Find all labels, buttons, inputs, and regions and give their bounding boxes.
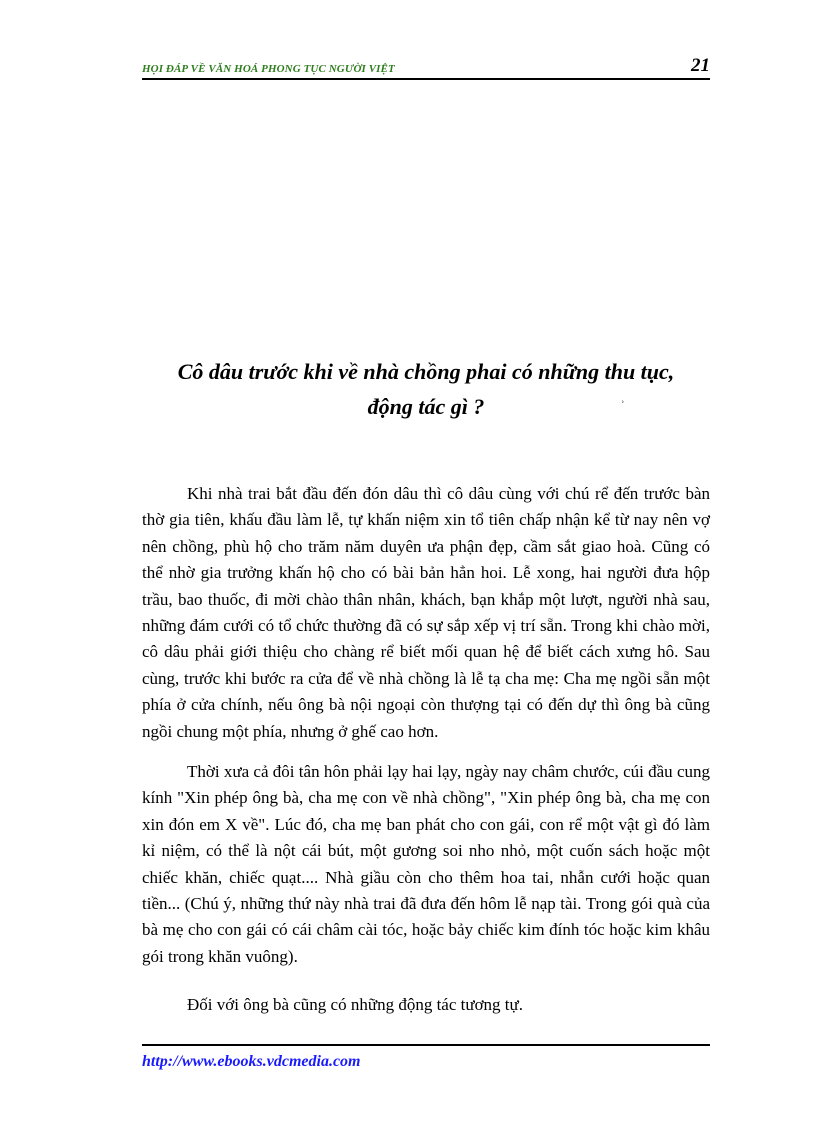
article-title-line-2: động tác gì ? (367, 394, 485, 419)
page-number: 21 (691, 55, 710, 76)
page-header (142, 52, 710, 80)
body-paragraph-2: Thời xưa cả đôi tân hôn phải lạy hai lạy, ngày nay châm chước, cúi đầu cung kính "Xin phép ông bà, cha mẹ con về nhà chồng", "Xin phép ông bà, cha mẹ con xin đón em X về". Lúc đó, cha mẹ ban phát cho con gái, con rể một vật gì đó làm kỉ niệm, có thể là nột cái bút, một gương soi nho nhỏ, một cuốn sách hoặc một chiếc khăn, chiếc quạt.... Nhà giầu còn cho thêm hoa tai, nhẫn cưới hoặc quan tiền... (Chú ý, những thứ này nhà trai đã đưa đến hôm lễ nạp tài. Trong gói quà của bà mẹ cho con gái có cái châm cài tóc, hoặc bảy chiếc kim đính tóc hoặc kim khâu gói trong khăn vuông). (142, 762, 710, 966)
article-title-line-1: Cô dâu trước khi về nhà chồng phai có những thu tục, (177, 359, 675, 384)
running-header-title: HỌI ĐÁP VỀ VĂN HOÁ PHONG TỤC NGƯỜI VIỆT (142, 63, 395, 75)
body-paragraph-1: Khi nhà trai bắt đầu đến đón dâu thì cô dâu cùng với chú rể đến trước bàn thờ gia tiên, khấu đầu làm lễ, tự khấn niệm xin tổ tiên chấp nhận kể từ nay nên vợ nên chồng, phù hộ cho trăm năm duyên ưa phận đẹp, cầm sắt giao hoà. Cũng có thể nhờ gia trưởng khấn hộ cho có bài bản hẳn hoi. Lễ xong, hai người đưa hộp trầu, bao thuốc, đi mời chào thân nhân, khách, bạn khắp một lượt, người nhà sau, những đám cưới có tổ chức thường đã có sự sắp xếp vị trí sẵn. Trong khi chào mời, cô dâu phải giới thiệu cho chàng rể biết mối quan hệ để biết cách xưng hô. Sau cùng, trước khi bước ra cửa để về nhà chồng là lễ tạ cha mẹ: Cha mẹ ngồi sẵn một phía ở cửa chính, nếu ông bà nội ngoại còn thượng tại có đến dự thì ông bà cũng ngồi chung một phía, nhưng ở ghế cao hơn. (142, 484, 710, 741)
footer-website-link[interactable]: http://www.ebooks.vdcmedia.com (142, 1053, 361, 1070)
footer-divider (142, 1044, 710, 1046)
article-title (142, 354, 710, 424)
body-paragraph-3: Đối với ông bà cũng có những động tác tương tự. (187, 995, 523, 1014)
stray-mark: ʾ (620, 398, 624, 412)
